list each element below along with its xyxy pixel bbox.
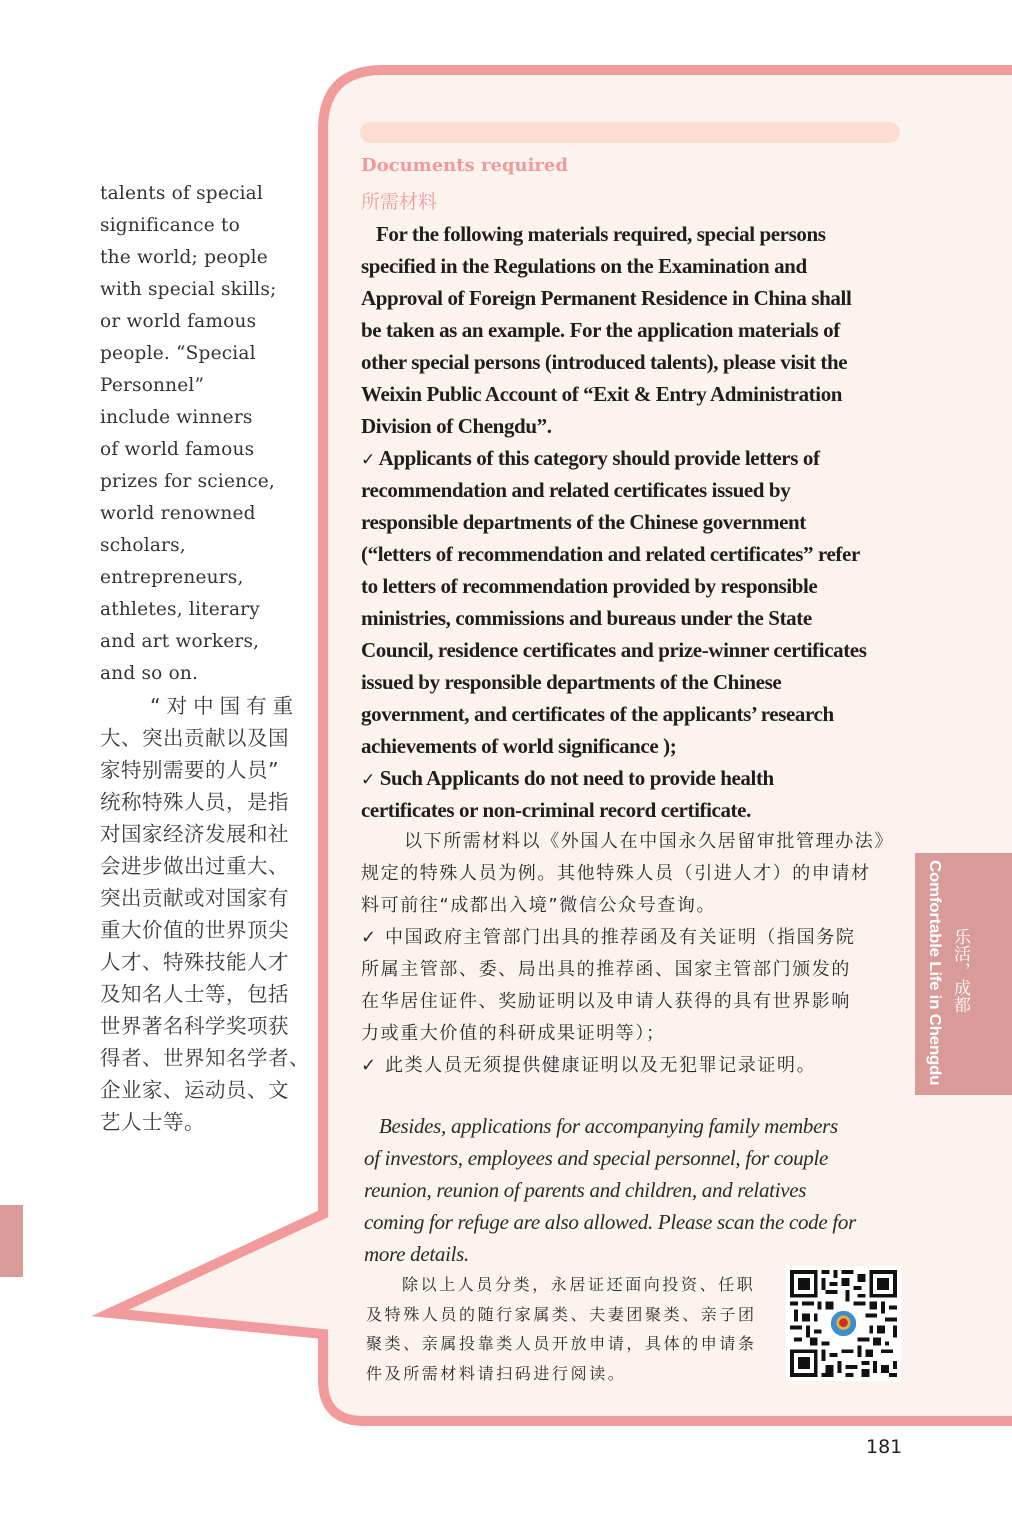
italic-line: coming for refuge are also allowed. Please scan the code for <box>364 1210 856 1234</box>
left-en-line: include winners <box>100 407 253 428</box>
left-en-line: with special skills; <box>100 279 277 300</box>
en-line: recommendation and related certificates issued by <box>361 478 791 502</box>
en-line: certificates or non-criminal record certificate. <box>361 798 751 822</box>
left-en-line: or world famous <box>100 311 257 332</box>
qr-code-icon[interactable] <box>786 1266 901 1381</box>
en-line: issued by responsible departments of the Chinese <box>361 670 782 694</box>
en-line: (“letters of recommendation and related certificates” refer <box>361 542 860 566</box>
cn-line: 规定的特殊人员为例。其他特殊人员（引进人才）的申请材 <box>361 863 871 884</box>
en-line: Weixin Public Account of “Exit & Entry Administration <box>361 382 843 406</box>
left-cn-line: 世界著名科学奖项获 <box>100 1014 289 1038</box>
page-number: 181 <box>866 1436 903 1458</box>
left-en-line: and art workers, <box>100 631 260 652</box>
left-cn-line: 对国家经济发展和社 <box>100 822 289 846</box>
cn-line-text: 此类人员无须提供健康证明以及无犯罪记录证明。 <box>385 1055 817 1076</box>
left-en-line: significance to <box>100 215 240 236</box>
en-line: to letters of recommendation provided by responsible <box>361 574 818 598</box>
left-en-line: the world; people <box>100 247 268 268</box>
check-icon: ✓ <box>361 770 375 790</box>
small-cn-line: 及特殊人员的随行家属类、夫妻团聚类、亲子团 <box>366 1304 757 1324</box>
left-cn-line: 得者、世界知名学者、 <box>100 1046 310 1070</box>
italic-line: reunion, reunion of parents and children, and relatives <box>364 1178 807 1202</box>
cn-bullet-line <box>361 1050 906 1082</box>
decorative-pill-bar <box>360 122 900 143</box>
left-en-line: Personnel” <box>100 375 205 396</box>
left-cn-line: 统称特殊人员，是指 <box>100 790 289 814</box>
en-bullet-line <box>361 442 921 474</box>
en-line: For the following materials required, special persons <box>376 222 826 246</box>
left-en-line: and so on. <box>100 663 199 684</box>
left-en-line: world renowned <box>100 503 256 524</box>
check-icon: ✓ <box>361 450 375 470</box>
italic-line: more details. <box>364 1242 469 1266</box>
left-cn-line: 艺人士等。 <box>100 1110 205 1134</box>
check-icon: ✓ <box>361 1055 378 1076</box>
left-en-line: prizes for science, <box>100 471 276 492</box>
cn-bullet-line <box>361 922 906 954</box>
en-line: responsible departments of the Chinese government <box>361 510 806 534</box>
left-en-line: scholars, <box>100 535 186 556</box>
en-line: be taken as an example. For the application materials of <box>361 318 840 342</box>
en-line: other special persons (introduced talents), please visit the <box>361 350 848 374</box>
small-cn-line: 除以上人员分类，永居证还面向投资、任职 <box>402 1275 756 1294</box>
side-tab-title-en: Comfortable Life in Chengdu <box>926 860 944 1086</box>
en-line: ministries, commissions and bureaus under the State <box>361 606 812 630</box>
left-cn-line: 企业家、运动员、文 <box>100 1078 289 1102</box>
small-chinese-paragraph <box>366 1270 776 1388</box>
cn-line: 料可前往“成都出入境”微信公众号查询。 <box>361 895 717 916</box>
check-icon: ✓ <box>361 927 378 948</box>
left-cn-line: 重大价值的世界顶尖 <box>100 918 289 942</box>
small-cn-line: 件及所需材料请扫码进行阅读。 <box>366 1363 627 1383</box>
left-cn-line: 突出贡献或对国家有 <box>100 886 289 910</box>
en-bullet-line <box>361 762 921 794</box>
left-en-line: entrepreneurs, <box>100 567 244 588</box>
cn-line: 所属主管部、委、局出具的推荐函、国家主管部门颁发的 <box>361 959 851 980</box>
left-page-marker <box>0 1205 23 1277</box>
small-cn-line: 聚类、亲属投靠类人员开放申请，具体的申请条 <box>366 1334 757 1353</box>
english-body <box>361 218 921 826</box>
left-column <box>100 178 310 1138</box>
en-line-text: Applicants of this category should provide letters of <box>378 446 820 470</box>
chinese-body <box>361 826 906 1082</box>
italic-line: of investors, employees and special personnel, for couple <box>364 1146 829 1170</box>
left-cn-line: 大、突出贡献以及国 <box>100 726 289 750</box>
side-tab-title-cn: 乐活，成都 <box>950 928 970 1013</box>
italic-paragraph <box>364 1110 884 1270</box>
left-en-line: of world famous <box>100 439 255 460</box>
left-cn-line: 人才、特殊技能人才 <box>100 950 289 974</box>
cn-line: 在华居住证件、奖励证明以及申请人获得的具有世界影响 <box>361 991 851 1012</box>
left-cn-line: 及知名人士等，包括 <box>100 982 289 1006</box>
left-cn-line: 会进步做出过重大、 <box>100 854 289 878</box>
cn-line: 力或重大价值的科研成果证明等）； <box>361 1023 666 1044</box>
en-line: Approval of Foreign Permanent Residence in China shall <box>361 286 852 310</box>
en-line: specified in the Regulations on the Examination and <box>361 254 807 278</box>
cn-line-text: 中国政府主管部门出具的推荐函及有关证明（指国务院 <box>385 927 856 948</box>
en-line: Council, residence certificates and prize-winner certificates <box>361 638 867 662</box>
left-en-line: talents of special <box>100 183 264 204</box>
italic-line: Besides, applications for accompanying family members <box>379 1114 838 1138</box>
left-cn-line: 家特别需要的人员” <box>100 758 280 782</box>
left-en-line: athletes, literary <box>100 599 260 620</box>
section-heading-cn: 所需材料 <box>361 191 438 213</box>
left-en-line: people. “Special <box>100 343 256 364</box>
en-line: Division of Chengdu”. <box>361 414 552 438</box>
cn-line: 以下所需材料以《外国人在中国永久居留审批管理办法》 <box>404 831 894 852</box>
en-line: achievements of world significance ); <box>361 734 677 758</box>
en-line: government, and certificates of the applicants’ research <box>361 702 834 726</box>
en-line-text: Such Applicants do not need to provide health <box>379 766 774 790</box>
section-heading-en: Documents required <box>361 155 568 176</box>
left-cn-line: “对中国有重 <box>150 694 300 718</box>
